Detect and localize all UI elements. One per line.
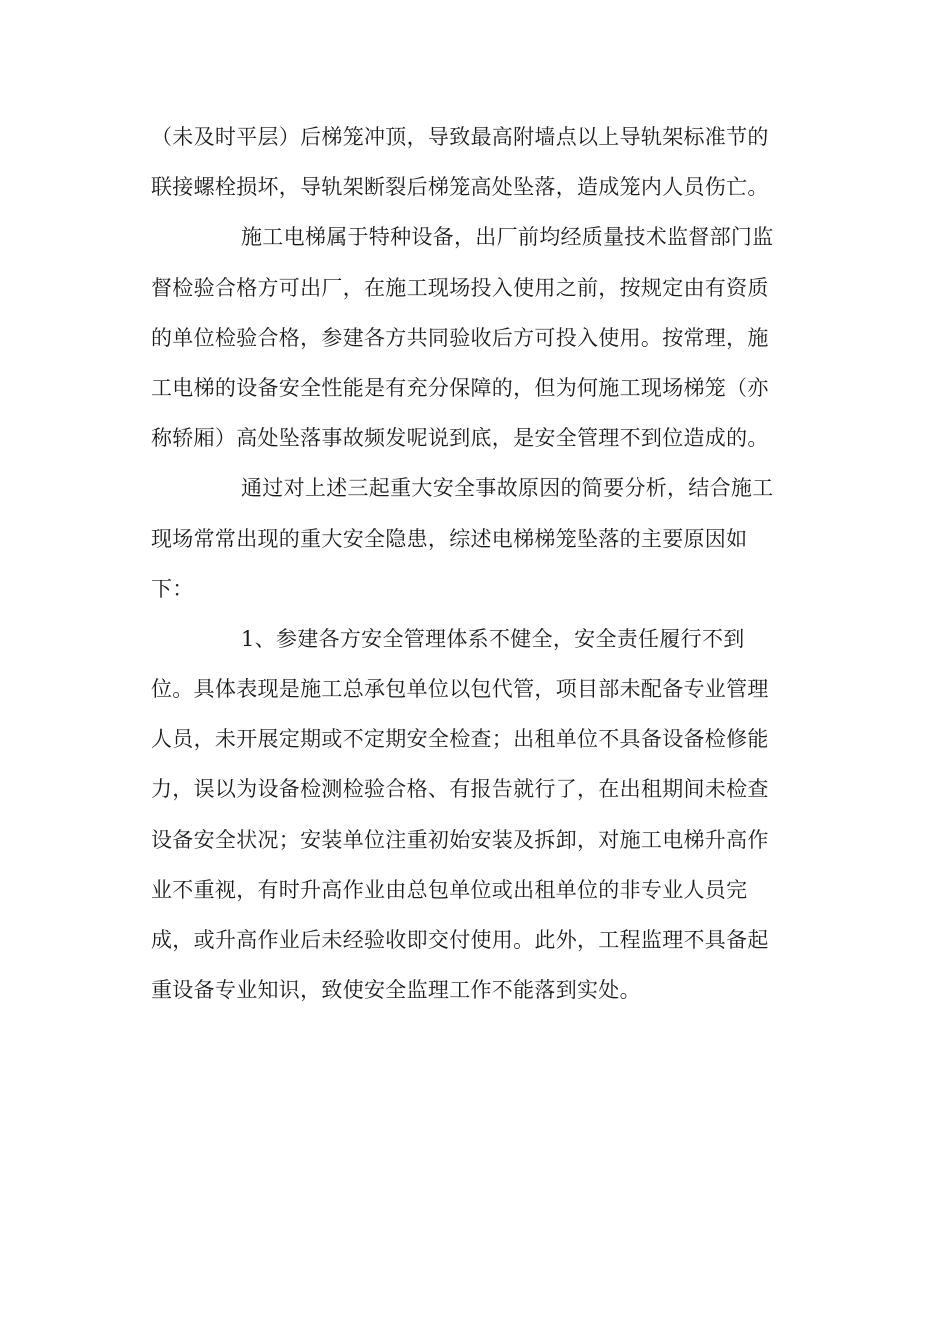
text-line: 设备安全状况；安装单位注重初始安装及拆卸，对施工电梯升高作 (151, 827, 769, 852)
text-line: 通过对上述三起重大安全事故原因的简要分析，结合施工 (241, 476, 774, 501)
document-body (151, 112, 801, 1015)
text-line: 下： (151, 576, 194, 601)
text-line: 施工电梯属于特种设备，出厂前均经质量技术监督部门监 (241, 225, 774, 250)
text-line: 位。具体表现是施工总承包单位以包代管，项目部未配备专业管理 (151, 677, 769, 702)
text-line: 的单位检验合格，参建各方共同验收后方可投入使用。按常理，施 (151, 325, 769, 350)
text-line: 联接螺栓损坏，导轨架断裂后梯笼高处坠落，造成笼内人员伤亡。 (151, 175, 769, 200)
text-line: 重设备专业知识，致使安全监理工作不能落到实处。 (151, 978, 641, 1003)
text-line: 督检验合格方可出厂，在施工现场投入使用之前，按规定由有资质 (151, 275, 769, 300)
text-line: （未及时平层）后梯笼冲顶，导致最高附墙点以上导轨架标准节的 (151, 125, 769, 149)
text-line: 成，或升高作业后未经验收即交付使用。此外，工程监理不具备起 (151, 928, 769, 952)
text-line: 称轿厢）高处坠落事故频发呢说到底，是安全管理不到位造成的。 (151, 426, 769, 451)
text-line: 工电梯的设备安全性能是有充分保障的，但为何施工现场梯笼（亦 (151, 375, 769, 400)
text-line: 1、参建各方安全管理体系不健全，安全责任履行不到 (241, 626, 745, 651)
text-line: 业不重视，有时升高作业由总包单位或出租单位的非专业人员完 (151, 877, 748, 902)
text-line: 人员，未开展定期或不定期安全检查；出租单位不具备设备检修能 (151, 727, 769, 752)
text-line: 现场常常出现的重大安全隐患，综述电梯梯笼坠落的主要原因如 (151, 526, 748, 551)
text-line: 力，误以为设备检测检验合格、有报告就行了，在出租期间未检查 (151, 777, 769, 802)
